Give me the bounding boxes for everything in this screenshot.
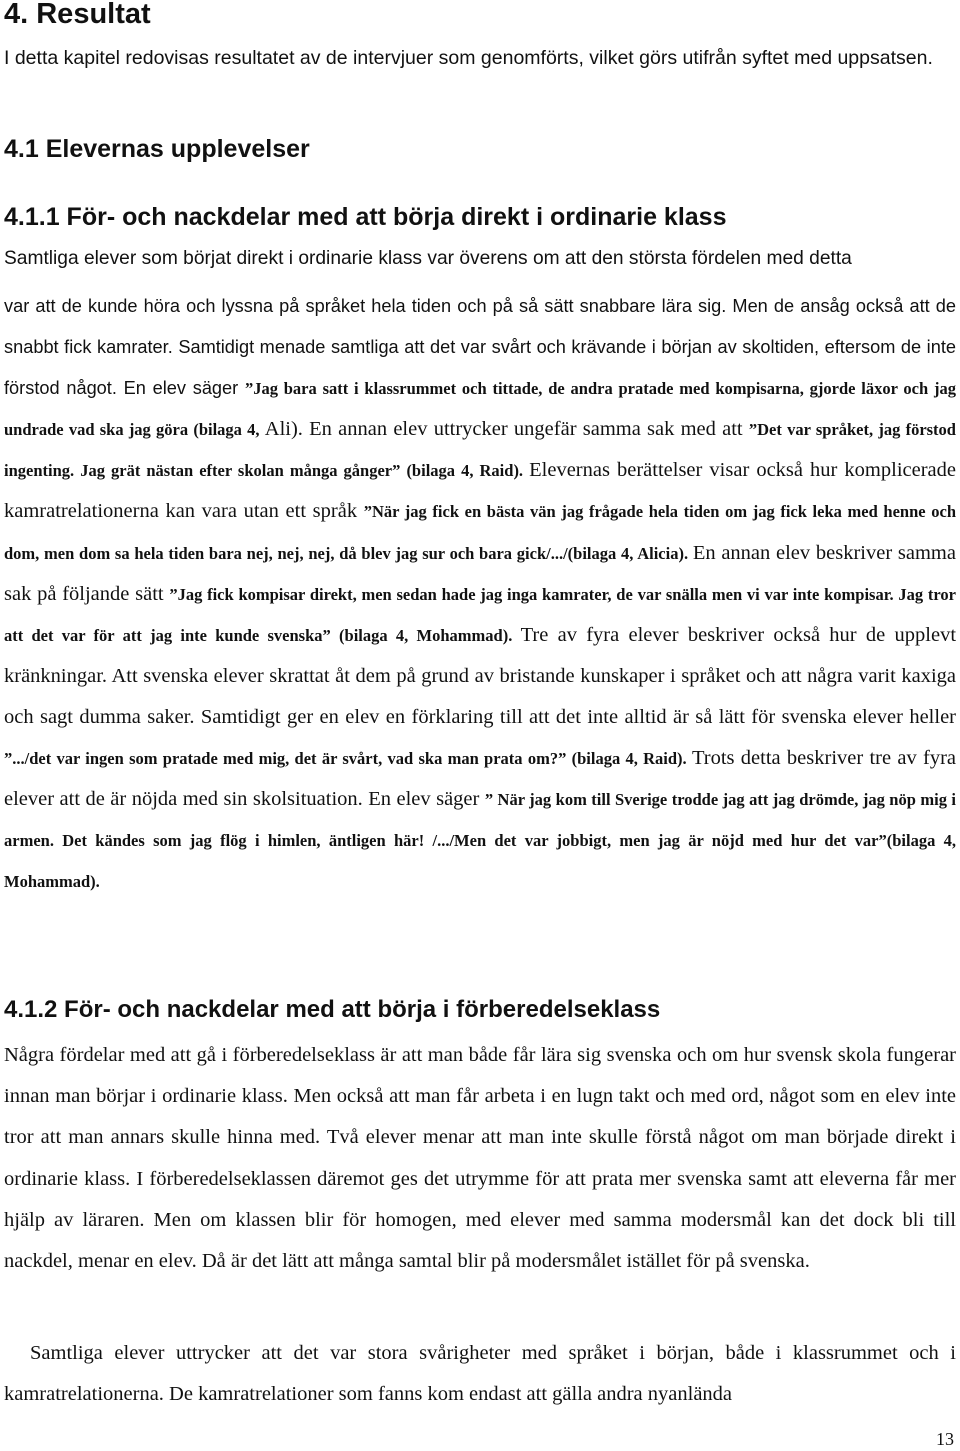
paragraph-text: Trots detta beskriver tre av fyra elever att de är nöjda med sin skolsituation. En elev säger — [4, 747, 957, 811]
subsection-1-lead: Samtliga elever som börjat direkt i ordinarie klass var överens om att den största fördelen med detta — [4, 248, 852, 269]
intro-paragraph: I detta kapitel redovisas resultatet av de intervjuer som genomförts, vilket görs utifrån syftet med uppsatsen. — [4, 47, 933, 69]
section-heading: 4.1 Elevernas upplevelser — [4, 135, 310, 163]
quote-mohammad-1: ”Jag fick kompisar direkt, men sedan hade jag inga kamrater, de var snälla men vi var inte kompisar. Jag tror att det var för att jag inte kunde svenska” (bilaga 4, Mohammad). — [4, 584, 956, 645]
paragraph-text: En annan elev uttrycker ungefär samma sak med att — [309, 418, 749, 441]
subsection-2-paragraph-2: Samtliga elever uttrycker att det var stora svårigheter med språket i början, både i klassrummet och i kamratrelationerna. De kamratrelationer som fanns kom endast att gälla andra nyanlända — [4, 1342, 956, 1406]
subsection-heading-1: 4.1.1 För- och nackdelar med att börja direkt i ordinarie klass — [4, 203, 727, 231]
quote-alicia: ”När jag fick en bästa vän jag frågade hela tiden om jag fick leka med henne och dom, men dom sa hela tiden bara nej, nej, nej, då blev jag sur och bara gick/.../(bilaga 4, Alicia). — [4, 502, 956, 563]
quote-ali: ”Jag bara satt i klassrummet och tittade, de andra pratade med kompisarna, gjorde läxor och jag undrade vad ska jag göra (bilaga 4, — [4, 379, 956, 440]
subsection-heading-2: 4.1.2 För- och nackdelar med att börja i förberedelseklass — [4, 996, 661, 1023]
paragraph-text: var att de kunde höra och lyssna på språket hela tiden och på så sätt snabbare lära sig. Men de ansåg också att de snabbt fick kamrater. Samtidigt menade samtliga att det var svårt och krävande i början av skoltiden, eftersom de inte förstod något. En elev säger — [4, 296, 956, 399]
paragraph-text: En annan elev beskriver samma sak på följande sätt — [4, 541, 956, 605]
quote-raid-1: ”Det var språket, jag förstod ingenting. Jag grät nästan efter skolan många gånger” (bilaga 4, Raid). — [4, 420, 956, 481]
subsection-2-paragraph-1: Några fördelar med att gå i förberedelseklass är att man både får lära sig svenska och om hur svensk skola fungerar innan man börjar i ordinarie klass. Men också att man får arbeta i en lugn takt och med ord, något som en elev inte tror att man annars skulle hinna med. Två elever menar att man inte skulle förstå något om man började direkt i ordinarie klass. I förberedelseklassen däremot ges det utrymme för att prata mer svenska samt att eleverna får mer hjälp av läraren. Men om klassen blir för homogen, med elever med samma modersmål kan det dock bli till nackdel, menar en elev. Då är det lätt att många samtal blir på modersmålet istället för på svenska. — [4, 1044, 956, 1273]
paragraph-text: Tre av fyra elever beskriver också hur de upplevt kränkningar. Att svenska elever skrattat åt dem på grund av bristande kunskaper i språket och att några varit kaxiga och sagt dumma saker. Samtidigt ger en elev en förklaring till att det inte alltid är så lätt för svenska elever heller — [4, 623, 957, 728]
subsection-1-paragraph — [4, 286, 956, 902]
quote-ali-name: Ali). — [264, 418, 310, 441]
quote-raid-2: ”.../det var ingen som pratade med mig, det är svårt, vad ska man prata om?” (bilaga 4, Raid). — [4, 749, 692, 769]
quote-mohammad-2: ” När jag kom till Sverige trodde jag att jag drömde, jag nöp mig i armen. Det kändes som jag flög i himlen, äntligen här! /.../Men det var jobbigt, men jag är nöjd med hur det var”(bilaga 4, Mohammad). — [4, 790, 956, 892]
paragraph-text: Elevernas berättelser visar också hur komplicerade kamratrelationerna kan vara utan ett språk — [4, 459, 956, 523]
chapter-heading: 4. Resultat — [4, 0, 151, 30]
page-number: 13 — [936, 1429, 954, 1449]
